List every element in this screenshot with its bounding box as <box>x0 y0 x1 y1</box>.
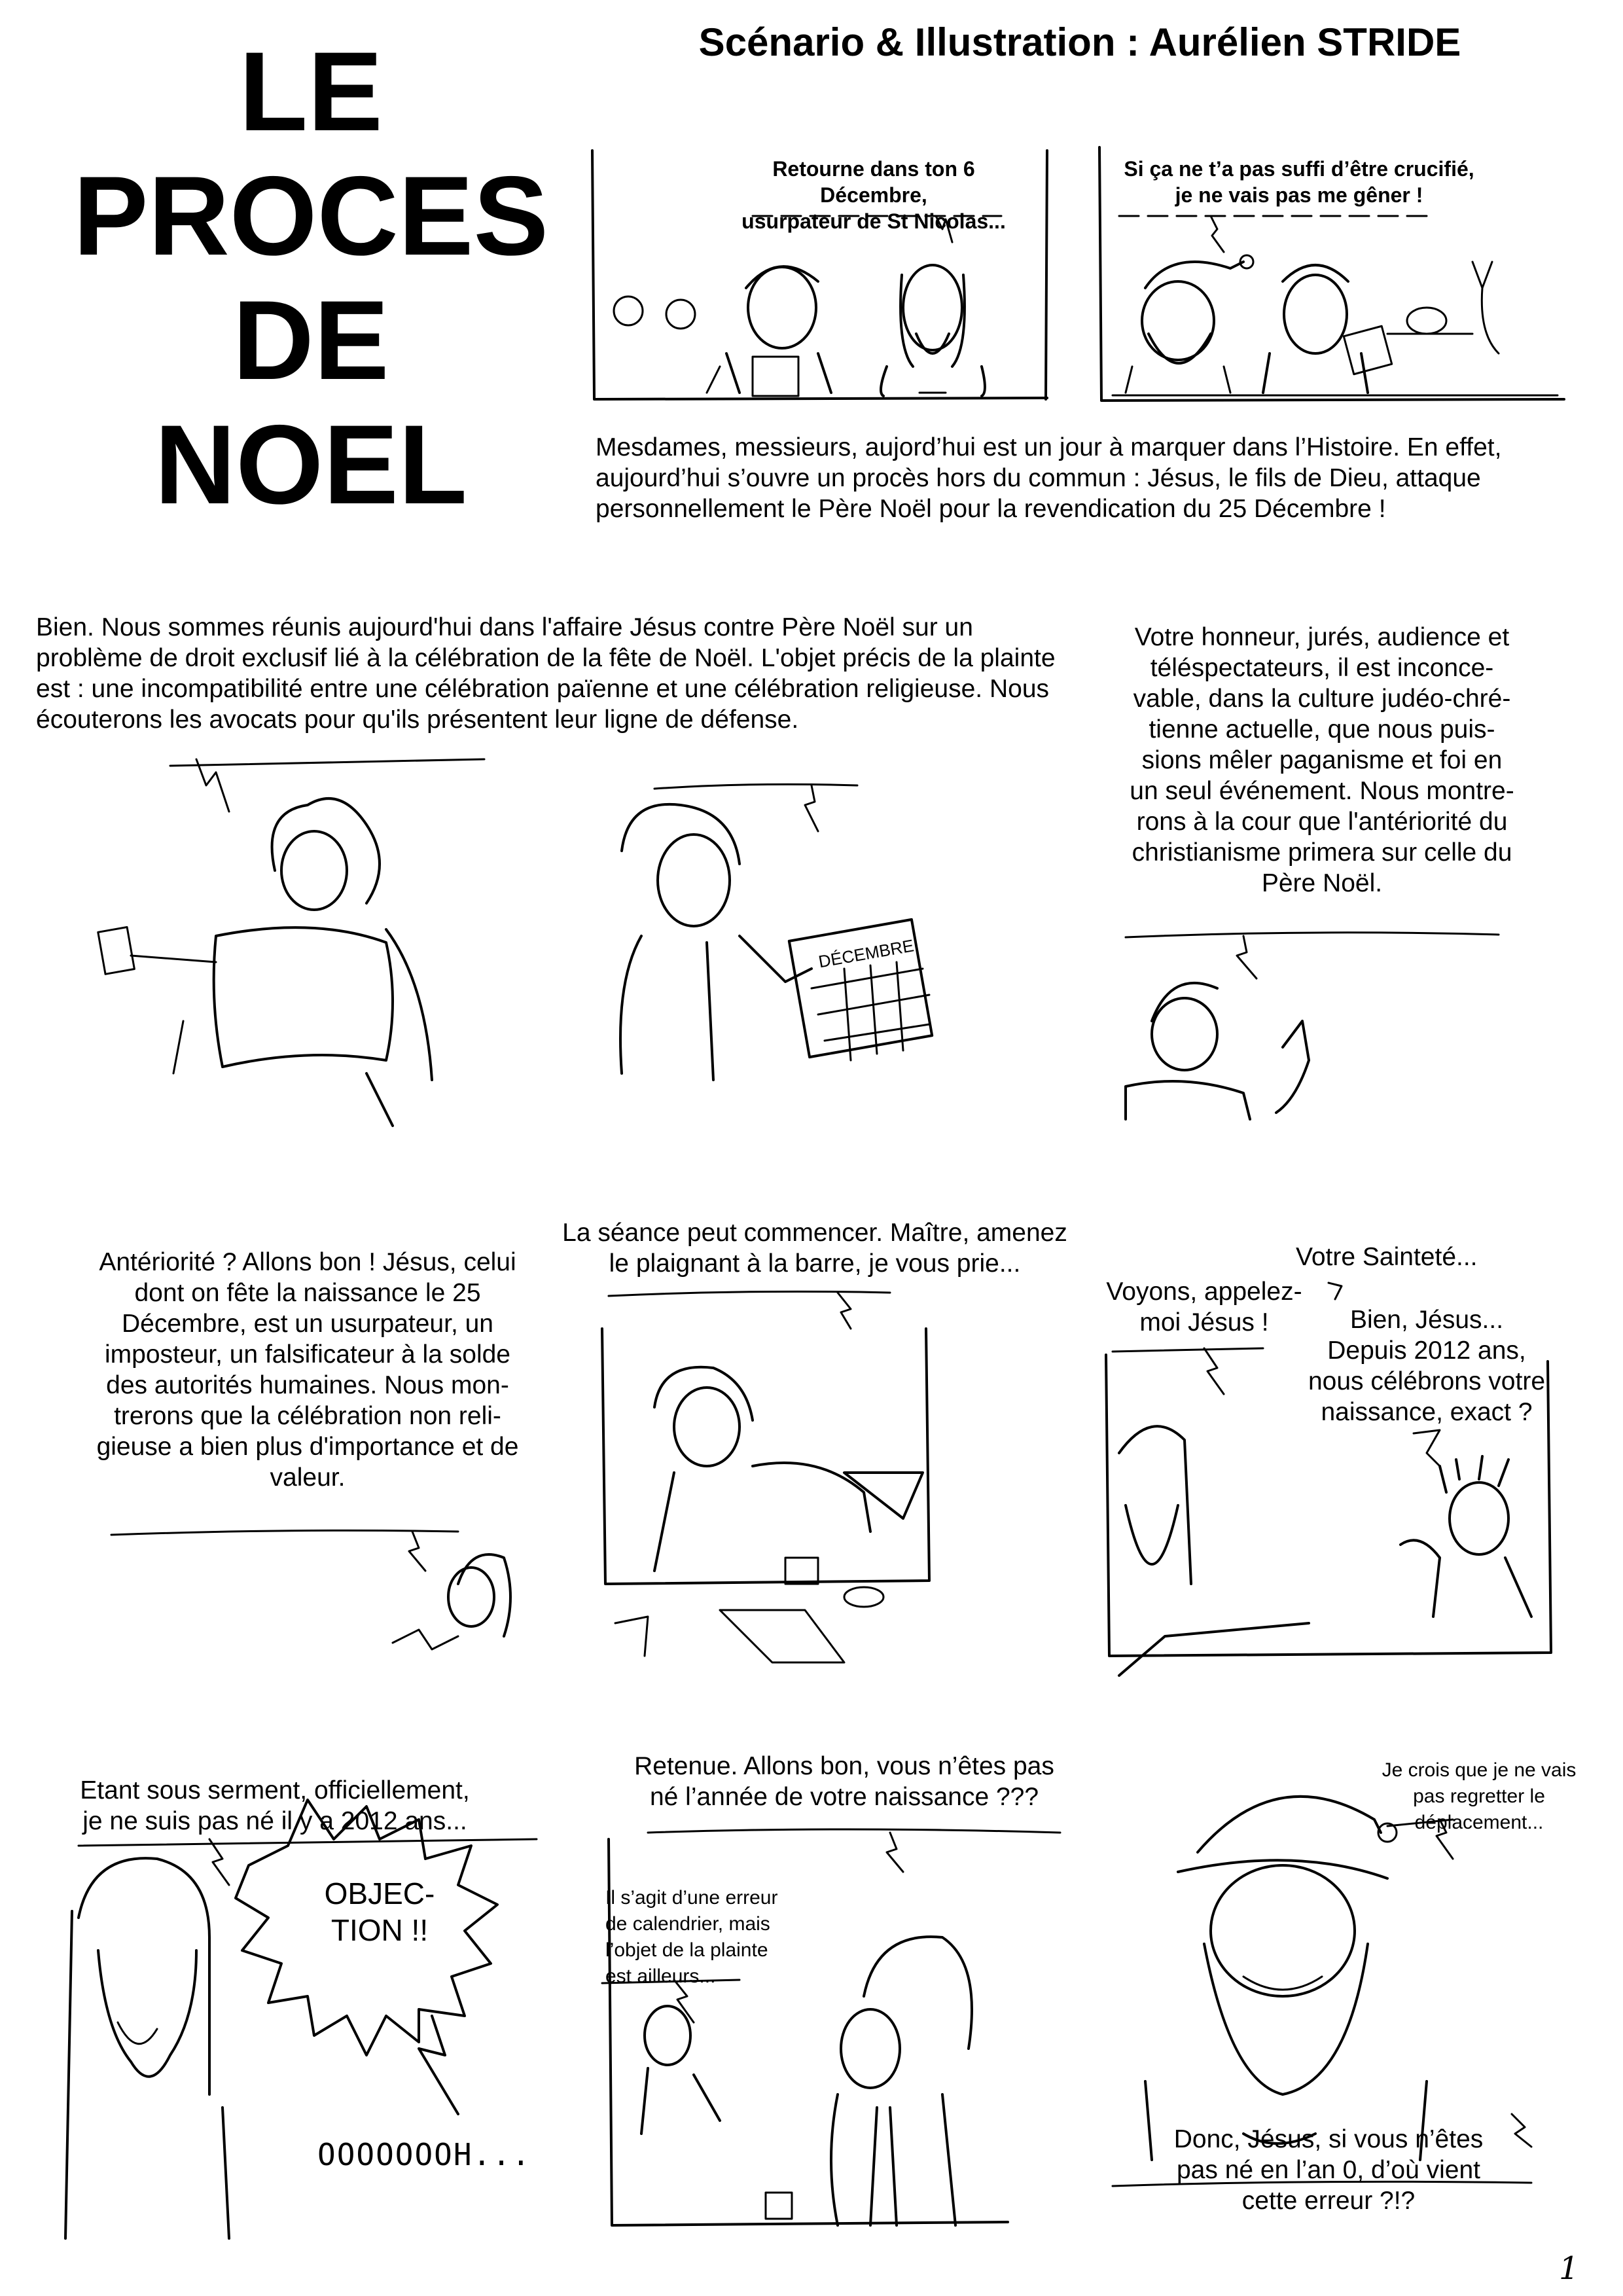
page-number: 1 <box>1559 2250 1579 2287</box>
narration-box: Mesdames, messieurs, aujord’hui est un jour à marquer dans l’Histoire. En effet, aujourd’hui s’ouvre un procès hors du commun : Jésus, le fils de Dieu, attaque personnellement le Père Noël pour la revendication du 25 Décembre ! <box>596 433 1502 523</box>
lawyer-figure-4 <box>1126 983 1309 1119</box>
jesus-reply-text: Voyons, appelez- moi Jésus ! <box>1106 1278 1302 1336</box>
title-line-1: LE <box>239 29 383 154</box>
speech-bubble-lawyer: Retourne dans ton 6 Décembre, usurpateur de St Nicolas... <box>741 157 1006 233</box>
lawyer-small-text: Il s’agit d’une erreur de calendrier, mais l’objet de la plainte est ailleurs... <box>605 1887 778 1987</box>
jesus-oath-text: Etant sous serment, officiellement, je ne suis pas né il y a 2012 ans... <box>80 1776 470 1835</box>
speech-bubble-santa: Si ça ne t’a pas suffi d’être crucifié, je ne vais pas me gêner ! <box>1124 157 1474 207</box>
lawyer-figure-2 <box>1263 265 1392 393</box>
title-line-3: DE <box>232 278 389 403</box>
judge-figure-2 <box>98 798 432 1126</box>
judge-opening-text: Bien. Nous sommes réunis aujourd'hui dans l'affaire Jésus contre Père Noël sur un problème de droit exclusif lié à la célébration de la fête de Noël. L'objet précis de la plainte est : une incompatibilité entre une célébration païenne et une célébration religieuse. Nous écouterons les avocats pour qu'ils présentent leur ligne de défense. <box>36 613 1056 734</box>
lawyer-figure-5 <box>393 1554 510 1649</box>
santa-figure-1 <box>1126 255 1253 393</box>
objection-text: OBJEC- TION !! <box>324 1876 435 1947</box>
panel-court-frame <box>602 1329 929 1584</box>
title-line-2: PROCES <box>73 153 549 279</box>
bubble-line-santa-lawyer <box>111 1530 458 1535</box>
jesus-figure-1 <box>881 265 985 396</box>
objection-tail <box>419 2016 458 2114</box>
sack-and-reindeer <box>1387 262 1499 353</box>
santa-hat <box>1198 1797 1381 1852</box>
santa-lawyer-text: Antériorité ? Allons bon ! Jésus, celui dont on fête la naissance le 25 Décembre, est un usurpateur, un imposteur, un falsificateur à la solde des autorités humaines. Nous mon- trerons que la célébration non reli- gieuse a bien plus d'importance et de valeur. <box>96 1248 519 1492</box>
bubble-line-judge <box>170 759 484 766</box>
speech-tail-judge <box>196 759 229 812</box>
calendar-label: DÉCEMBRE <box>817 935 916 972</box>
lawyer-figure-1 <box>614 266 831 396</box>
judge-retenue-text: Retenue. Allons bon, vous n’êtes pas né l’année de votre naissance ??? <box>634 1752 1054 1811</box>
santa-lawyer-question-text: Donc, Jésus, si vous n’êtes pas né en l’an 0, d’où vient cette erreur ?!? <box>1173 2125 1484 2215</box>
author-credits: Scénario & Illustration : Aurélien STRIDE <box>698 20 1461 64</box>
jesus-figure-2 <box>1119 1426 1309 1676</box>
santa-small-text: Je crois que je ne vais pas regretter le déplacement... <box>1382 1759 1577 1833</box>
judge-session-text: La séance peut commencer. Maître, amenez le plaignant à la barre, je vous prie... <box>562 1219 1067 1278</box>
santa-figure-2 <box>1145 1797 1427 2160</box>
crowd-reaction: OOOOOOOH... <box>317 2137 531 2172</box>
lawyer-question-text: Bien, Jésus... Depuis 2012 ans, nous célébrons votre naissance, exact ? <box>1308 1306 1546 1426</box>
judge-figure-3 <box>615 1367 923 1662</box>
jesus-figure-3 <box>65 1858 229 2238</box>
lawyer-figure-6 <box>1400 1456 1531 1617</box>
speech-tail-2 <box>1211 216 1224 252</box>
holiness-text: Votre Sainteté... <box>1296 1243 1478 1271</box>
jesus-lawyer-text: Votre honneur, jurés, audience et téléspectateurs, il est inconce- vable, dans la culture judéo-chré- tienne actuelle, que nous puis- sions mêler paganisme et foi en un seul événement. Nous montre- rons à la cour que l'antériorité du christianisme primera sur celle du Père Noël. <box>1130 623 1514 897</box>
title-line-4: NOEL <box>154 402 467 528</box>
